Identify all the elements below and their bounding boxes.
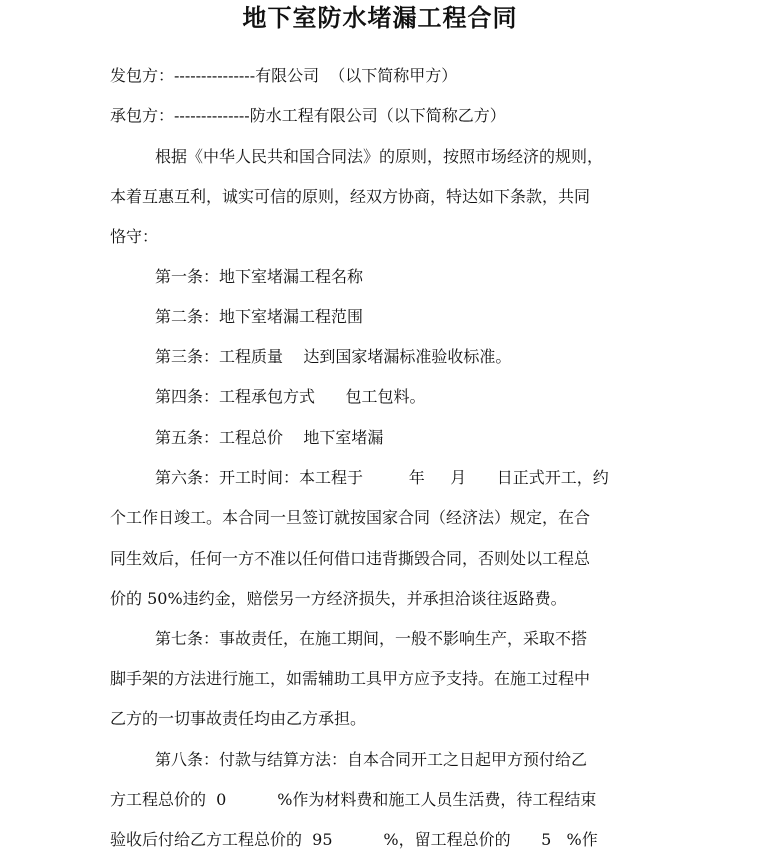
article-7-line-3: 乙方的一切事故责任均由乙方承担。 [110,709,367,728]
article-2: 第二条：地下室堵漏工程范围 [155,307,364,326]
article-4: 第四条：工程承包方式 包工包料。 [155,387,426,406]
article-8-line-1: 第八条：付款与结算方法：自本合同开工之日起甲方预付给乙 [155,750,588,769]
preamble-line-3: 恪守： [110,227,159,246]
preamble-line-1: 根据《中华人民共和国合同法》的原则，按照市场经济的规则， [155,147,604,166]
article-1: 第一条：地下室堵漏工程名称 [155,267,364,286]
party-a-line: 发包方：---------------有限公司 （以下简称甲方） [110,66,458,85]
party-b-line: 承包方：--------------防水工程有限公司（以下简称乙方） [110,106,506,125]
article-7-line-1: 第七条：事故责任，在施工期间，一般不影响生产，采取不搭 [155,629,588,648]
article-6-line-2: 个工作日竣工。本合同一旦签订就按国家合同（经济法）规定，在合 [110,508,591,527]
article-8-line-2: 方工程总价的 0 %作为材料费和施工人员生活费，待工程结束 [110,790,597,809]
article-8-line-3: 验收后付给乙方工程总价的 95 %，留工程总价的 5 %作 [110,830,598,849]
article-6-line-4: 价的 50%违约金，赔偿另一方经济损失，并承担洽谈往返路费。 [110,589,567,608]
preamble-line-2: 本着互惠互利，诚实可信的原则，经双方协商，特达如下条款，共同 [110,187,591,206]
article-6-line-1: 第六条：开工时间：本工程于 年 月 日正式开工，约 [155,468,609,487]
article-3: 第三条：工程质量 达到国家堵漏标准验收标准。 [155,347,512,366]
article-7-line-2: 脚手架的方法进行施工，如需辅助工具甲方应予支持。在施工过程中 [110,669,591,688]
article-5: 第五条：工程总价 地下室堵漏 [155,428,384,447]
contract-title: 地下室防水堵漏工程合同 [242,4,518,32]
article-6-line-3: 同生效后，任何一方不准以任何借口违背撕毁合同，否则处以工程总 [110,549,591,568]
